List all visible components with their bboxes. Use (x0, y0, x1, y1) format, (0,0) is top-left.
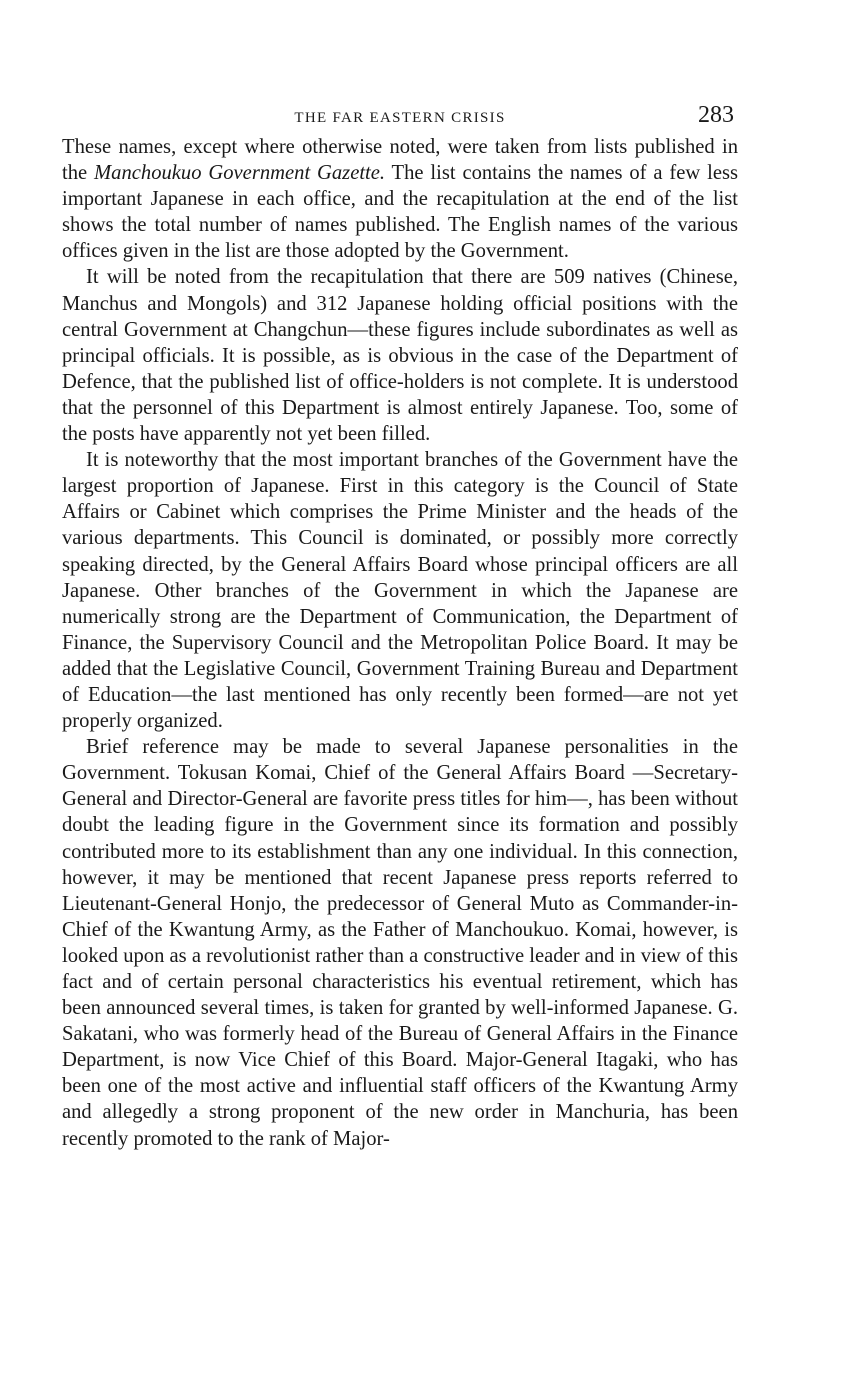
running-header (62, 100, 738, 134)
paragraph-1 (62, 134, 738, 264)
gazette-title: Manchoukuo Government Gazette. (94, 162, 386, 185)
page-number: 283 (698, 102, 734, 128)
paragraph-3: It is noteworthy that the most important branches of the Government have the largest proportion of Japanese. First in this category is the Council of State Affairs or Cabinet which comprises the Prime Minister and the heads of the various departments. This Council is dominated, or possibly more correctly speaking directed, by the General Affairs Board whose principal officers are all Japanese. Other branches of the Government in which the Japanese are numerically strong are the Department of Communication, the Department of Finance, the Supervisory Council and the Metropolitan Police Board. It may be added that the Legislative Council, Government Training Bureau and Department of Education—the last mentioned has only recently been formed—are not yet properly organized. (62, 449, 738, 733)
paragraph-1-text-after: The list contains the names of a few less important Japanese in each office, and the recapitulation at the end of the list shows the total number of names published. The English names of the various offices given in the list are those adopted by the Government. (62, 162, 738, 263)
running-title: THE FAR EASTERN CRISIS (294, 110, 506, 126)
paragraph-4: Brief reference may be made to several Japanese personalities in the Government. Tokusan Komai, Chief of the General Affairs Board —Secretary-General and Director-General are favorite press titles for him—, has been without doubt the leading figure in the Government since its formation and possibly contributed more to its establishment than any one individual. In this connection, however, it may be mentioned that recent Japanese press reports referred to Lieutenant-General Honjo, the predecessor of General Muto as Commander-in-Chief of the Kwantung Army, as the Father of Manchoukuo. Komai, however, is looked upon as a revolutionist rather than a constructive leader and in view of this fact and of certain personal characteristics his eventual retirement, which has been announced several times, is taken for granted by well-informed Japanese. G. Sakatani, who was formerly head of the Bureau of General Affairs in the Finance Department, is now Vice Chief of this Board. Major-General Itagaki, who has been one of the most active and influential staff officers of the Kwantung Army and allegedly a strong proponent of the new order in Manchuria, has been recently promoted to the rank of Major- (62, 736, 738, 1150)
paragraph-1-text-before: These names, except where otherwise noted, were taken from lists published in the (62, 136, 738, 185)
body-text (62, 134, 738, 1152)
paragraph-2: It will be noted from the recapitulation that there are 509 natives (Chinese, Manchus and Mongols) and 312 Japanese holding official positions with the central Government at Changchun—these figures include subordinates as well as principal officials. It is possible, as is obvious in the case of the Department of Defence, that the published list of office-holders is not complete. It is understood that the personnel of this Department is almost entirely Japanese. Too, some of the posts have apparently not yet been filled. (62, 266, 738, 446)
book-page (62, 100, 738, 1152)
